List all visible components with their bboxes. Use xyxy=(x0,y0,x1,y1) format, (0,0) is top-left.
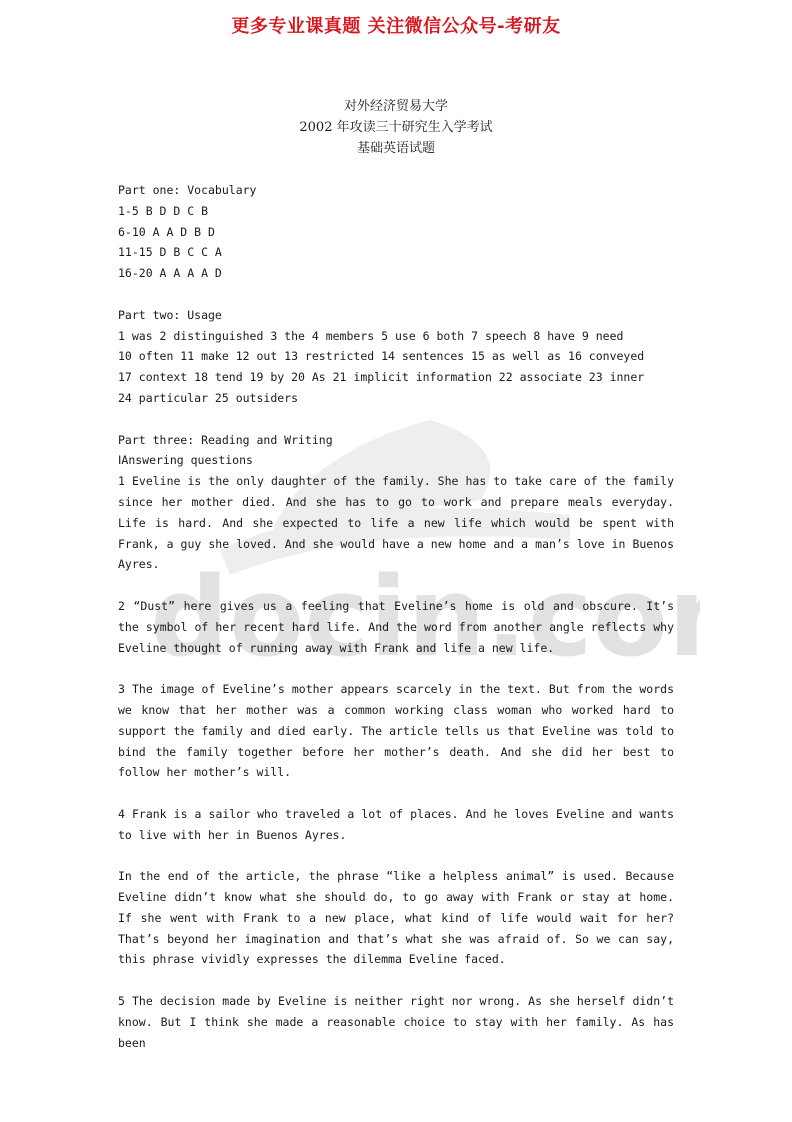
document-body xyxy=(118,180,674,1074)
answer-line: 10 often 11 make 12 out 13 restricted 14 sentences 15 as well as 16 conveyed xyxy=(118,349,645,364)
promo-banner: 更多专业课真题 关注微信公众号-考研友 xyxy=(231,16,561,37)
part-one xyxy=(118,180,674,284)
answer-paragraph: 4 Frank is a sailor who traveled a lot of places. And he loves Eveline and wants to live with her in Buenos Ayres. xyxy=(118,806,674,842)
answer-line: 1-5 B D D C B xyxy=(118,203,209,218)
answer-line: 1 was 2 distinguished 3 the 4 members 5 use 6 both 7 speech 8 have 9 need xyxy=(118,328,624,343)
answer-line: 11-15 D B C C A xyxy=(118,245,222,260)
answer-line: 24 particular 25 outsiders xyxy=(118,390,299,405)
part-three xyxy=(118,430,674,1054)
section-title: Part one: Vocabulary xyxy=(118,183,257,197)
exam-title: 2002 年攻读三十研究生入学考试 xyxy=(299,120,493,135)
answer-paragraph: 5 The decision made by Eveline is neither right nor wrong. As she herself didn’t know. But I think she made a reasonable choice to stay with her family. As has been xyxy=(118,994,674,1050)
section-title: Part two: Usage xyxy=(118,307,222,322)
answer-paragraph: 1 Eveline is the only daughter of the family. She has to take care of the family since her mother died. And she has to go to work and prepare meals everyday. Life is hard. And she expected to life a new life which would be spent with Frank, a guy she loved. And she would have a new home and a man’s love in Buenos Ayres. xyxy=(118,474,674,572)
answer-paragraph: 3 The image of Eveline’s mother appears scarcely in the text. But from the words we know that her mother was a common working class woman who worked hard to support the family and died early. The article tells us that Eveline was told to bind the family together before her mother’s death. And she did her best to follow her mother’s will. xyxy=(118,682,674,780)
section-title: Part three: Reading and Writing xyxy=(118,432,333,447)
answer-line: 16-20 A A A A D xyxy=(118,266,222,281)
section-subtitle: ⅠAnswering questions xyxy=(118,453,253,468)
document-header xyxy=(0,96,792,159)
subject-title: 基础英语试题 xyxy=(356,141,435,156)
answer-paragraph: In the end of the article, the phrase “like a helpless animal” is used. Because Eveline didn’t know what she should do, to go away with Frank or stay at home. If she went with Frank to a new place, what kind of life would wait for her? That’s beyond her imagination and that’s what she was afraid of. So we can say, this phrase vividly expresses the dilemma Eveline faced. xyxy=(118,869,674,967)
answer-line: 6-10 A A D B D xyxy=(118,224,215,239)
part-two xyxy=(118,305,674,409)
watermark-text: docin.co xyxy=(150,553,669,680)
university-name: 对外经济贸易大学 xyxy=(343,99,448,114)
answer-paragraph: 2 “Dust” here gives us a feeling that Eveline’s home is old and obscure. It’s the symbol of her recent hard life. And the word from another angle reflects why Eveline thought of running away with Frank and life a new life. xyxy=(118,598,674,655)
answer-line: 17 context 18 tend 19 by 20 As 21 implicit information 22 associate 23 inner xyxy=(118,370,645,385)
